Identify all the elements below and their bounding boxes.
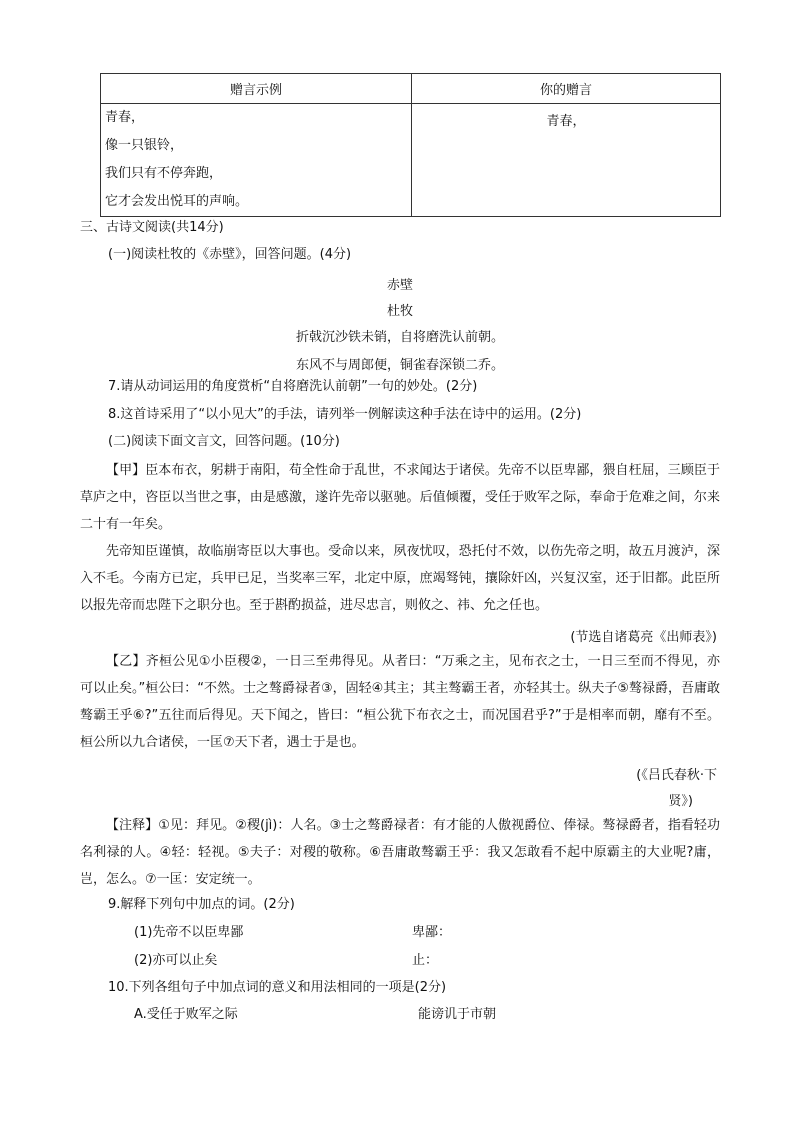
your-gift-cell[interactable] [412,104,721,217]
part1-intro: (一)阅读杜牧的《赤壁》，回答问题。(4分) [108,247,352,262]
question-10-option-a-left: A.受任于败军之际 [134,1007,238,1022]
poem-line-2: 东风不与周郎便，铜雀春深锁二乔。 [295,358,504,373]
poem-title: 赤壁 [386,278,413,293]
section3-title: 三、古诗文阅读(共14分) [80,220,224,235]
question-10-option-a-right: 能谤讥于市朝 [418,1007,497,1022]
part2-intro: (二)阅读下面文言文，回答问题。(10分) [108,434,340,449]
table-header-yours: 你的赠言 [412,74,721,104]
poem-line-1: 折戟沉沙铁未销，自将磨洗认前朝。 [295,330,504,345]
passage-jia-p1: 【甲】臣本布衣，躬耕于南阳，苟全性命于乱世，不求闻达于诸侯。先帝不以臣卑鄙，猥自枉屈，三顾臣于草庐之中，咨臣以当世之事，由是感激，遂许先帝以驱驰。后值倾覆，受任于败军之际，奉命于危难之间，尔来二十有一年矣。 [80,463,720,532]
question-9-item-1: (1)先帝不以臣卑鄙 [134,925,244,940]
example-line: 像一只银铃， [105,138,184,153]
question-9-blank-2[interactable]: 止： [412,953,439,968]
passage-jia-source: (节选自诸葛亮《出师表》) [570,630,717,645]
question-10-title: 10.下列各组句子中加点词的意义和用法相同的一项是(2分) [108,980,447,995]
question-9-item-2: (2)亦可以止矣 [134,953,218,968]
question-9-blank-1[interactable]: 卑鄙： [412,925,452,940]
passage-yi-source-1: (《吕氏春秋·下 [636,768,717,783]
example-line: 我们只有不停奔跑， [105,166,223,181]
table-header-example: 赠言示例 [101,74,412,104]
question-7: 7.请从动词运用的角度赏析“自将磨洗认前朝”一句的妙处。(2分) [108,379,478,394]
passage-jia-p2: 先帝知臣谨慎，故临崩寄臣以大事也。受命以来，夙夜忧叹，恐托付不效，以伤先帝之明，故五月渡泸，深入不毛。今南方已定，兵甲已足，当奖率三军，北定中原，庶竭驽钝，攘除奸凶，兴复汉室，还于旧都。此臣所以报先帝而忠陛下之职分也。至于斟酌损益，进尽忠言，则攸之、祎、允之任也。 [80,544,720,613]
poem-author: 杜牧 [386,304,413,319]
your-gift-start: 青春， [546,114,586,129]
passage-yi: 【乙】齐桓公见①小臣稷②，一日三至弗得见。从者曰：“万乘之主，见布衣之士，一日三至而不得见，亦可以止矣。”桓公曰：“不然。士之骜爵禄者③，固轻④其主；其主骜霸王者，亦轻其士。纵夫子⑤骜禄爵，吾庸敢骜霸王乎⑥?”五往而后得见。天下闻之，皆曰：“桓公犹下布衣之士，而况国君乎?”于是相率而朝，靡有不至。桓公所以九合诸侯，一匡⑦天下者，遇士于是也。 [80,654,720,750]
gift-table [100,73,721,217]
passage-yi-source-2: 贤》) [668,794,693,809]
example-cell [101,104,412,217]
example-line: 青春， [105,110,145,125]
question-8: 8.这首诗采用了“以小见大”的手法，请列举一例解读这种手法在诗中的运用。(2分) [108,407,582,422]
notes: 【注释】①见：拜见。②稷(jì)：人名。③士之骜爵禄者：有才能的人傲视爵位、俸禄。骜禄爵者，指看轻功名利禄的人。④轻：轻视。⑤夫子：对稷的敬称。⑥吾庸敢骜霸王乎：我又怎敢看不起中原霸主的大业呢?庸，岂，怎么。⑦一匡：安定统一。 [80,818,720,887]
question-9-title: 9.解释下列句中加点的词。(2分) [108,897,295,912]
example-line: 它才会发出悦耳的声响。 [105,194,249,209]
